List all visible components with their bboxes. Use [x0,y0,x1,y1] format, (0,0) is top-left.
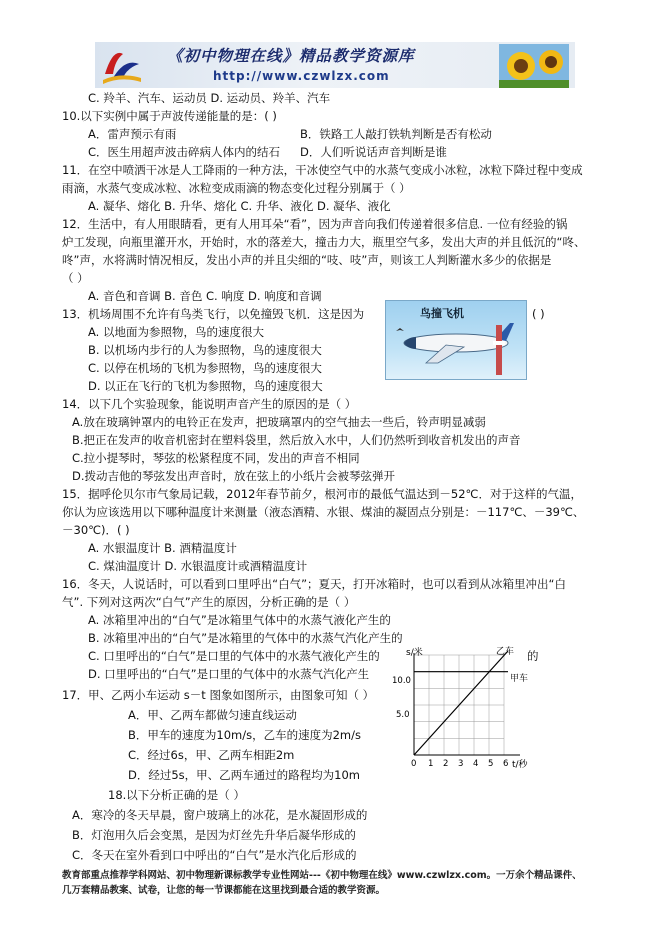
st-graph [392,645,542,775]
q18-option-c: C．冬天在室外看到口中呼出的“白气”是水汽化后形成的 [72,848,357,862]
q18-option-a: A．寒冷的冬天早晨，窗户玻璃上的冰花，是水凝固形成的 [72,808,368,822]
series-yi-label: 乙车 [496,647,515,657]
y-tick-10: 10.0 [392,676,411,686]
q16-option-c: C. 口里呼出的“白气”是口里的气体中的水蒸气液化产生的 [88,649,380,663]
q14-option-d: D.拨动吉他的琴弦发出声音时，放在弦上的小纸片会被琴弦弹开 [72,469,396,483]
x-tick-0: 0 [411,759,417,769]
q16-option-a: A. 冰箱里冲出的“白气”是冰箱里气体中的水蒸气液化产生的 [88,613,391,627]
x-tick-5: 5 [488,759,494,769]
q13-option-d: D. 以正在飞行的飞机为参照物，鸟的速度很大 [88,379,323,393]
x-tick-4: 4 [473,759,479,769]
airplane-icon [386,301,526,379]
q17-stem: 17．甲、乙两小车运动 s－t 图象如图所示，由图象可知（ ） [62,688,375,702]
page-footer [62,868,622,898]
q15-options-cd: C. 煤油温度计 D. 水银温度计或酒精温度计 [88,559,308,573]
q11-stem-1: 11．在空中喷洒干冰是人工降雨的一种方法，干冰使空气中的水蒸气变成小冰粒，冰粒下降过程中变成 [62,163,583,177]
q17-option-b: B．甲车的速度为10m/s，乙车的速度为2m/s [128,728,361,742]
q15-stem-1: 15．据呼伦贝尔市气象局记载，2012年春节前夕，根河市的最低气温达到－52℃．对于这样的气温， [62,487,582,501]
q10-stem: 10.以下实例中属于声波传递能量的是：( ) [62,109,277,123]
x-tick-3: 3 [458,759,464,769]
footer-line-1: 教育部重点推荐学科网站、初中物理新课标教学专业性网站---《初中物理在线》www.czwlzx.com。一万余个精品课件、 [62,870,582,881]
q10-option-a: A．雷声预示有雨 [88,127,177,141]
footer-line-2: 几万套精品教案、试卷，让您的每一节课都能在这里找到最合适的教学资源。 [62,885,386,896]
banner-title: 《初中物理在线》精品教学资源库 [167,46,415,65]
series-jia-label: 甲车 [510,674,529,684]
q13-stem: 13．机场周围不允许有鸟类飞行，以免撞毁飞机．这是因为 [62,307,365,321]
header-banner [95,42,575,88]
q12-stem-1: 12．生活中，有人用眼睛看，更有人用耳朵“看”，因为声音向我们传递着很多信息. 一位有经验的锅 [62,217,568,231]
q18-option-b: B．灯泡用久后会变黑，是因为灯丝先升华后凝华形成的 [72,828,356,842]
q18-stem: 18.以下分析正确的是（ ） [108,788,245,802]
q12-options: A. 音色和音调 B. 音色 C. 响度 D. 响度和音调 [88,289,322,303]
q13-option-a: A. 以地面为参照物，鸟的速度很大 [88,325,264,339]
y-tick-5: 5.0 [396,710,410,720]
x-axis-label: t/秒 [512,760,528,770]
banner-url: http://www.czwlzx.com [213,69,390,83]
plane-caption: 鸟撞飞机 [420,307,464,320]
q14-option-c: C.拉小提琴时，琴弦的松紧程度不同，发出的声音不相同 [72,451,360,465]
q12-stem-3: 咚”声，水将满时情况相反，发出小声的并且尖细的“吱、吱”声，则该工人判断灌水多少的依据是 [62,253,552,267]
q16-option-d: D. 口里呼出的“白气”是口里的气体中的水蒸气汽化产生 [88,667,370,681]
q15-options-ab: A. 水银温度计 B. 酒精温度计 [88,541,237,555]
q16-stem-2: 气”. 下列对这两次“白气”产生的原因，分析正确的是（ ） [62,595,356,609]
q16-option-d-tail: 的 [527,649,539,663]
q16-stem-1: 16．冬天，人说话时，可以看到口里呼出“白气”；夏天，打开冰箱时，也可以看到从冰箱里冲出“白 [62,577,567,591]
q13-option-c: C. 以停在机场的飞机为参照物，鸟的速度很大 [88,361,322,375]
q15-stem-3: －30℃)．( ) [62,523,130,537]
sunflower-icon [499,44,569,88]
q13-option-b: B. 以机场内步行的人为参照物，鸟的速度很大 [88,343,322,357]
q10-option-b: B．铁路工人敲打铁轨判断是否有松动 [300,127,492,141]
q17-option-c: C．经过6s，甲、乙两车相距2m [128,748,295,762]
q11-stem-2: 雨滴，水蒸气变成冰粒、冰粒变成雨滴的物态变化过程分别属于（ ） [62,181,411,195]
q10-option-c: C．医生用超声波击碎病人体内的结石 [88,145,281,159]
q9-options: C. 羚羊、汽车、运动员 D. 运动员、羚羊、汽车 [88,91,331,105]
q14-option-a: A.放在玻璃钟罩内的电铃正在发声，把玻璃罩内的空气抽去一些后，铃声明显减弱 [72,415,486,429]
q16-option-b: B. 冰箱里冲出的“白气”是冰箱里的气体中的水蒸气汽化产生的 [88,631,403,645]
q11-options: A. 凝华、熔化 B. 升华、熔化 C. 升华、液化 D. 凝华、液化 [88,199,391,213]
q13-blank: ( ) [532,307,545,321]
q12-stem-4: （ ） [62,271,89,285]
logo-icon [99,44,145,86]
x-tick-6: 6 [503,759,509,769]
x-tick-2: 2 [443,759,449,769]
x-tick-1: 1 [428,759,434,769]
q15-stem-2: 你认为应该选用以下哪种温度计来测量（液态酒精、水银、煤油的凝固点分别是：－117℃、－39℃、 [62,505,585,519]
q17-option-d: D．经过5s，甲、乙两车通过的路程均为10m [128,768,360,782]
q14-stem: 14．以下几个实验现象，能说明声音产生的原因的是（ ） [62,397,357,411]
y-axis-label: s/米 [406,648,423,658]
q14-option-b: B.把正在发声的收音机密封在塑料袋里，然后放入水中，人们仍然听到收音机发出的声音 [72,433,521,447]
series-yi-line [414,651,508,755]
plane-illustration [385,300,527,380]
q17-option-a: A．甲、乙两车都做匀速直线运动 [128,708,297,722]
q10-option-d: D．人们听说话声音判断是谁 [300,145,447,159]
q12-stem-2: 炉工发现，向瓶里灌开水，开始时，水的落差大，撞击力大，瓶里空气多，发出大声的并且低沉的“咚、 [62,235,586,249]
